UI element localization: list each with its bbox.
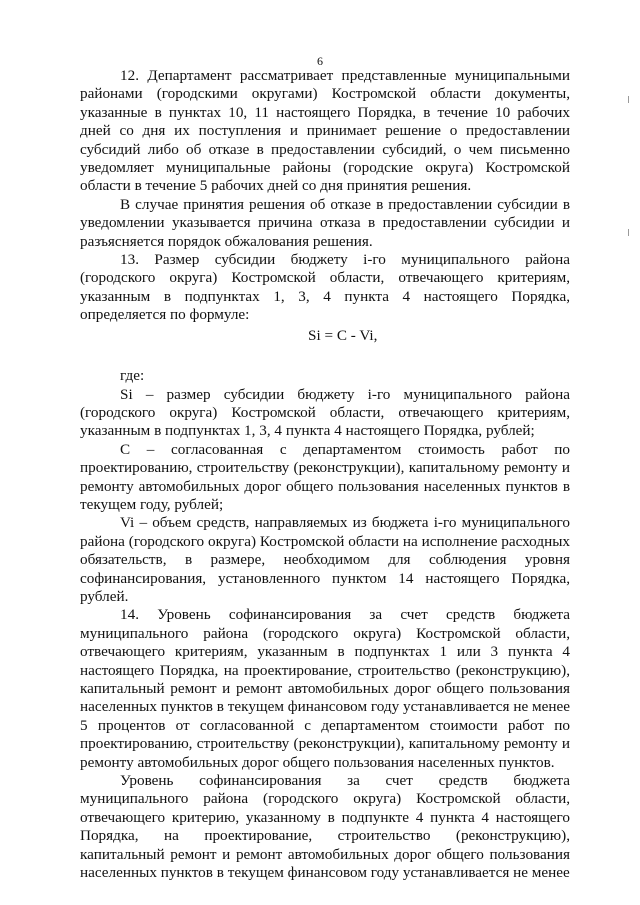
paragraph-14: 14. Уровень софинансирования за счет средств бюджета муниципального района (городского округа) Костромской области, отвечающего критериям, указанным в подпунктах 1 или 3 пункта 4 настоящего Порядка, на проектирование, строительство (реконструкцию), капитальный ремонт и ремонт автомобильных дорог общего пользования населенных пунктов в текущем финансовом году устанавливается не менее 5 процентов от согласованной с департаментом стоимости работ по проектированию, строительству (реконструкции), капитальному ремонту и ремонту автомобильных дорог общего пользования населенных пунктов. bbox=[80, 606, 570, 771]
page-number: 6 bbox=[317, 54, 323, 68]
document-page bbox=[80, 52, 570, 882]
where-label: где: bbox=[120, 367, 145, 385]
paragraph-12: 12. Департамент рассматривает представленные муниципальными районами (городскими округами) Костромской области документы, указанные в пунктах 10, 11 настоящего Порядка, в течение 10 рабочих дней со дня их поступления и принимает решение о предоставлении субсидий либо об отказе в предоставлении субсидий, о чем письменно уведомляет муниципальные районы (городские округа) Костромской области в течение 5 рабочих дней со дня принятия решения. bbox=[80, 67, 570, 195]
definition-si: Si – размер субсидии бюджету i-го муниципального района (городского округа) Костромской области, отвечающего критериям, указанным в подпунктах 1, 3, 4 пункта 4 настоящего Порядка, рублей; bbox=[80, 385, 570, 440]
paragraph-14-second: Уровень софинансирования за счет средств бюджета муниципального района (городского округа) Костромской области, отвечающего критерию, указанному в подпункте 4 пункта 4 настоящего Порядка, на проектирование, строительство (реконструкцию), капитальный ремонт и ремонт автомобильных дорог общего пользования населенных пунктов в текущем финансовом году устанавливается не менее bbox=[80, 772, 570, 882]
definition-vi: Vi – объем средств, направляемых из бюджета i-го муниципального района (городского округа) Костромской области на исполнение расходных обязательств, в размере, необходимом для соблюдения уровня софинансирования, установленного пунктом 14 настоящего Порядка, рублей. bbox=[80, 514, 570, 605]
formula: Si = C - Vi, bbox=[308, 326, 378, 344]
scan-mark-1 bbox=[628, 96, 629, 103]
paragraph-13: 13. Размер субсидии бюджету i-го муниципального района (городского округа) Костромской области, отвечающего критериям, указанным в подпунктах 1, 3, 4 пункта 4 настоящего Порядка, определяется по формуле: bbox=[80, 251, 570, 324]
definition-c: C – согласованная с департаментом стоимость работ по проектированию, строительству (реконструкции), капитальному ремонту и ремонту автомобильных дорог общего пользования населенных пунктов в текущем году, рублей; bbox=[80, 440, 570, 513]
scan-mark-2 bbox=[628, 229, 629, 236]
paragraph-12-refusal: В случае принятия решения об отказе в предоставлении субсидии в уведомлении указывается причина отказа в предоставлении субсидии и разъясняется порядок обжалования решения. bbox=[80, 195, 570, 250]
